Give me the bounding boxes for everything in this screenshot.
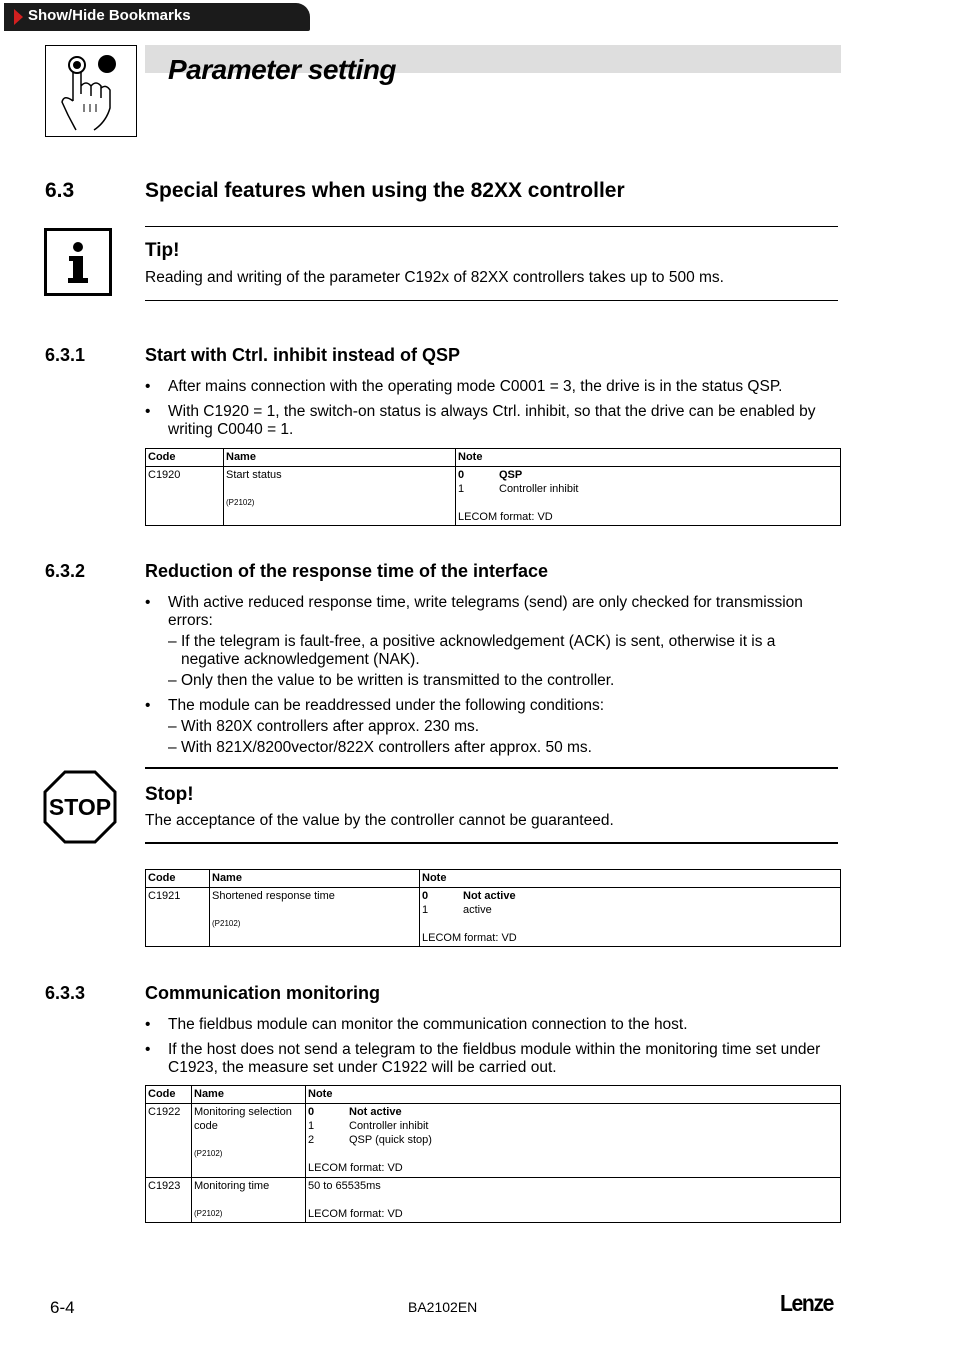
code-cell: C1922 (146, 1104, 192, 1178)
column-header: Note (456, 449, 841, 467)
stop-icon (43, 770, 117, 844)
note-cell (420, 888, 841, 947)
divider (145, 767, 838, 769)
note-cell (456, 467, 841, 526)
tip-heading: Tip! (145, 240, 180, 261)
column-header: Code (146, 1086, 192, 1104)
code-cell: C1923 (146, 1178, 192, 1223)
parameter-table (145, 448, 841, 526)
section-title: Special features when using the 82XX controller (145, 179, 625, 202)
list-item (145, 594, 838, 690)
dash-item: – With 820X controllers after approx. 230 ms. (168, 718, 838, 736)
column-header: Note (306, 1086, 841, 1104)
table-row (146, 1178, 841, 1223)
page-number: 6-4 (50, 1298, 75, 1317)
hand-icon (45, 45, 137, 137)
dash-item: – If the telegram is fault-free, a positive acknowledgement (ACK) is sent, otherwise it is a negative acknowledgement (NAK). (168, 633, 838, 669)
option-number: 0 (422, 890, 429, 902)
bullet-list (145, 378, 838, 439)
subsection-number: 6.3.2 (45, 561, 86, 581)
bullet-list (145, 1016, 838, 1077)
subsection-title: Reduction of the response time of the interface (145, 561, 549, 581)
name-cell (192, 1104, 306, 1178)
column-header: Code (146, 870, 210, 888)
column-header: Code (146, 449, 224, 467)
code-cell: C1921 (146, 888, 210, 947)
subsection-title: Start with Ctrl. inhibit instead of QSP (145, 345, 461, 365)
option-text: Not active (463, 890, 516, 902)
column-header: Name (192, 1086, 306, 1104)
option-text: Controller inhibit (349, 1120, 429, 1132)
column-header: Name (210, 870, 420, 888)
option-number: 0 (308, 1106, 315, 1118)
code-cell: C1920 (146, 467, 224, 526)
table-row (146, 467, 841, 526)
page-title: Parameter setting (168, 54, 397, 85)
name-cell (224, 467, 456, 526)
stop-text: The acceptance of the value by the controller cannot be guaranteed. (145, 812, 614, 829)
option-number: 2 (308, 1134, 315, 1146)
option-text: Not active (349, 1106, 402, 1118)
note-cell (306, 1104, 841, 1178)
ref-text: (P2102) (226, 498, 255, 507)
list-item: • The fieldbus module can monitor the communication connection to the host. (145, 1016, 838, 1034)
table-row (146, 888, 841, 947)
format-text: LECOM format: VD (422, 932, 517, 944)
divider (145, 300, 838, 301)
subsection-number: 6.3.3 (45, 983, 86, 1003)
dash-item: – Only then the value to be written is transmitted to the controller. (168, 672, 838, 690)
brand-logo: Lenze (780, 1290, 834, 1316)
column-header: Name (224, 449, 456, 467)
name-cell (192, 1178, 306, 1223)
subsection-number: 6.3.1 (45, 345, 86, 365)
name-text: Monitoring time (194, 1180, 270, 1192)
name-text: Shortened response time (212, 890, 335, 902)
option-number: 1 (422, 904, 429, 916)
name-text: code (194, 1120, 218, 1132)
section-number: 6.3 (45, 179, 75, 202)
format-text: LECOM format: VD (458, 511, 553, 523)
option-text: active (463, 904, 492, 916)
divider (145, 842, 838, 844)
option-number: 0 (458, 469, 465, 481)
name-cell (210, 888, 420, 947)
dash-item: – With 821X/8200vector/822X controllers after approx. 50 ms. (168, 739, 838, 757)
bullet-list (145, 594, 838, 757)
column-header: Note (420, 870, 841, 888)
note-cell (306, 1178, 841, 1223)
divider (145, 226, 838, 227)
name-text: Start status (226, 469, 282, 481)
option-text: Controller inhibit (499, 483, 579, 495)
info-icon (44, 228, 112, 296)
stop-heading: Stop! (145, 784, 194, 805)
list-item: • If the host does not send a telegram to the fieldbus module within the monitoring time set under C1923, the measure set under C1922 will be carried out. (145, 1041, 838, 1077)
triangle-icon (14, 9, 23, 25)
range-text: 50 to 65535ms (308, 1180, 381, 1192)
name-text: Monitoring selection (194, 1106, 292, 1118)
list-item-text: • The module can be readdressed under the following conditions: (168, 697, 604, 714)
parameter-table (145, 1085, 841, 1223)
bookmark-tab-label[interactable]: Show/Hide Bookmarks (28, 7, 191, 24)
option-number: 1 (458, 483, 465, 495)
list-item (145, 697, 838, 757)
ref-text: (P2102) (194, 1149, 223, 1158)
option-text: QSP (quick stop) (349, 1134, 432, 1146)
ref-text: (P2102) (194, 1209, 223, 1218)
format-text: LECOM format: VD (308, 1162, 403, 1174)
table-row (146, 1104, 841, 1178)
list-item-text: • With active reduced response time, write telegrams (send) are only checked for transmission errors: (168, 594, 803, 629)
parameter-table (145, 869, 841, 947)
tip-text: Reading and writing of the parameter C192x of 82XX controllers takes up to 500 ms. (145, 269, 724, 286)
stop-icon-text: STOP (48, 794, 112, 820)
option-number: 1 (308, 1120, 315, 1132)
format-text: LECOM format: VD (308, 1208, 403, 1220)
option-text: QSP (499, 469, 523, 481)
ref-text: (P2102) (212, 919, 241, 928)
list-item: • With C1920 = 1, the switch-on status is always Ctrl. inhibit, so that the drive can be enabled by writing C0040 = 1. (145, 403, 838, 439)
document-code: BA2102EN (408, 1299, 478, 1315)
list-item: • After mains connection with the operating mode C0001 = 3, the drive is in the status QSP. (145, 378, 838, 396)
subsection-title: Communication monitoring (145, 983, 380, 1003)
